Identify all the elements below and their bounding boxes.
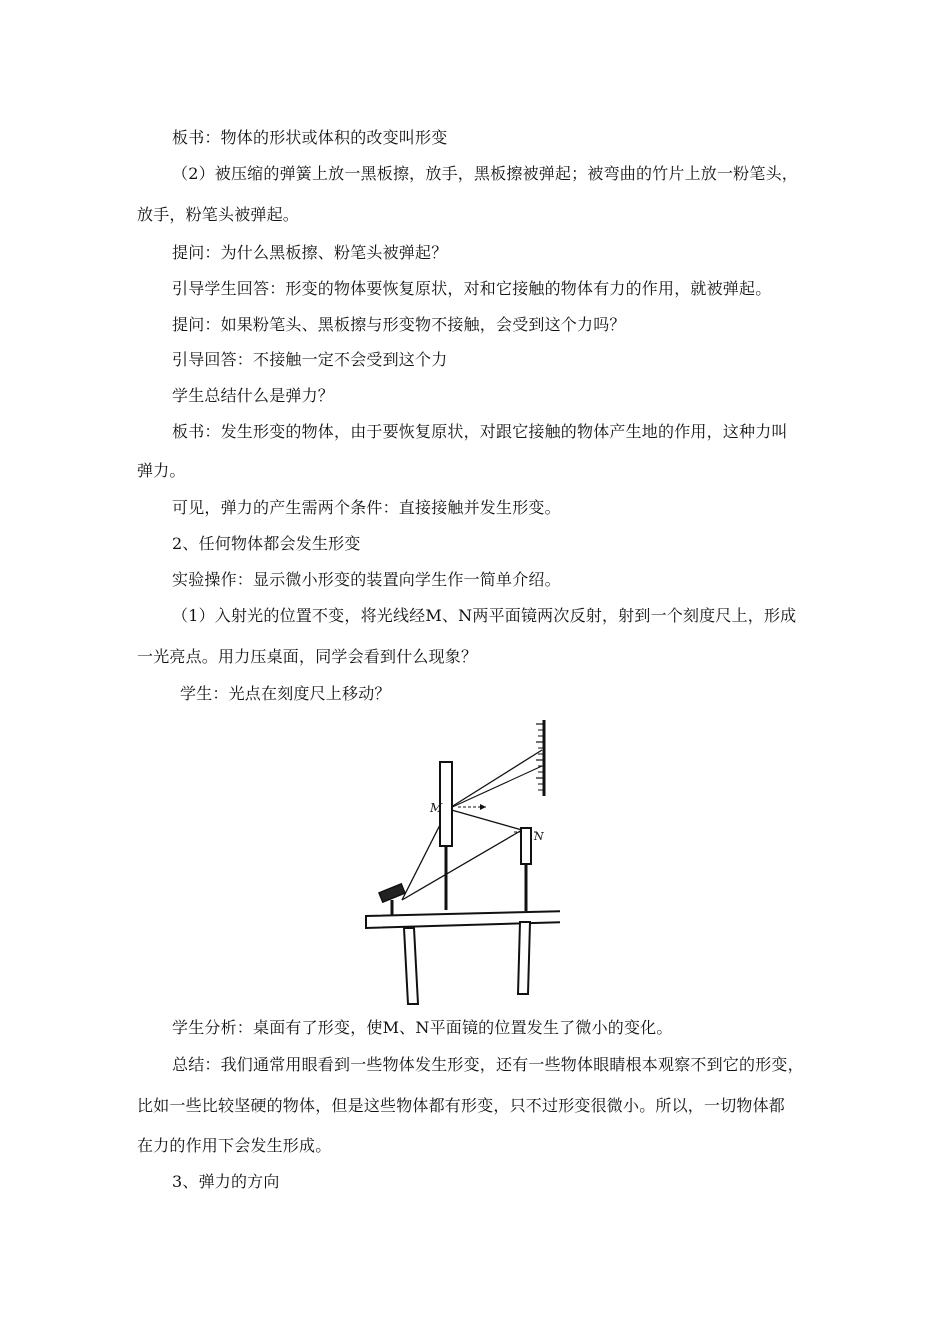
paragraph-student-answer: 学生：光点在刻度尺上移动？ [180, 684, 391, 703]
paragraph-question-1: 提问：为什么黑板擦、粉笔头被弹起？ [172, 243, 448, 262]
mirror-n [521, 828, 544, 911]
paragraph-student-summary: 学生总结什么是弹力？ [172, 386, 335, 405]
paragraph-summary-line1: 总结：我们通常用眼看到一些物体发生形变，还有一些物体眼睛根本观察不到它的形变， [172, 1055, 804, 1074]
paragraph-elastic-force-definition-line2: 弹力。 [137, 461, 186, 480]
mirror-m-label: M [430, 801, 443, 815]
paragraph-blackboard-deformation: 板书：物体的形状或体积的改变叫形变 [172, 128, 448, 147]
paragraph-experiment-2-line2: 放手，粉笔头被弹起。 [137, 205, 300, 224]
mirror-n-label: N [534, 830, 544, 843]
light-rays [402, 750, 542, 900]
paragraph-guided-answer-1: 引导学生回答：形变的物体要恢复原状，对和它接触的物体有力的作用，就被弹起。 [172, 279, 772, 298]
paragraph-student-analysis: 学生分析：桌面有了形变，使M、N平面镜的位置发生了微小的变化。 [172, 1018, 673, 1037]
paragraph-incident-light-line2: 一光亮点。用力压桌面，同学会看到什么现象？ [137, 647, 478, 666]
paragraph-experiment-operation: 实验操作：显示微小形变的装置向学生作一简单介绍。 [172, 570, 561, 589]
paragraph-guided-answer-2: 引导回答：不接触一定不会受到这个力 [172, 350, 448, 369]
paragraph-question-2: 提问：如果粉笔头、黑板擦与形变物不接触，会受到这个力吗？ [172, 315, 626, 334]
light-source [379, 884, 405, 915]
paragraph-incident-light-line1: （1）入射光的位置不变，将光线经M、N两平面镜两次反射，射到一个刻度尺上，形成 [172, 606, 797, 625]
paragraph-elastic-force-definition-line1: 板书：发生形变的物体，由于要恢复原状，对跟它接触的物体产生地的作用，这种力叫 [172, 422, 788, 441]
section-heading-3: 3、弹力的方向 [172, 1172, 280, 1191]
table [366, 911, 560, 1004]
paragraph-summary-line3: 在力的作用下会发生形成。 [137, 1136, 332, 1155]
mirror-deformation-figure [360, 712, 560, 1012]
mirror-m [429, 762, 452, 910]
paragraph-experiment-2-line1: （2）被压缩的弹簧上放一黑板擦，放手，黑板擦被弹起；被弯曲的竹片上放一粉笔头， [172, 164, 798, 183]
paragraph-summary-line2: 比如一些比较坚硬的物体，但是这些物体都有形变，只不过形变很微小。所以，一切物体都 [137, 1096, 786, 1115]
paragraph-two-conditions: 可见，弹力的产生需两个条件：直接接触并发生形变。 [172, 498, 561, 517]
section-heading-2: 2、任何物体都会发生形变 [172, 534, 361, 553]
scale-ruler [536, 720, 544, 796]
